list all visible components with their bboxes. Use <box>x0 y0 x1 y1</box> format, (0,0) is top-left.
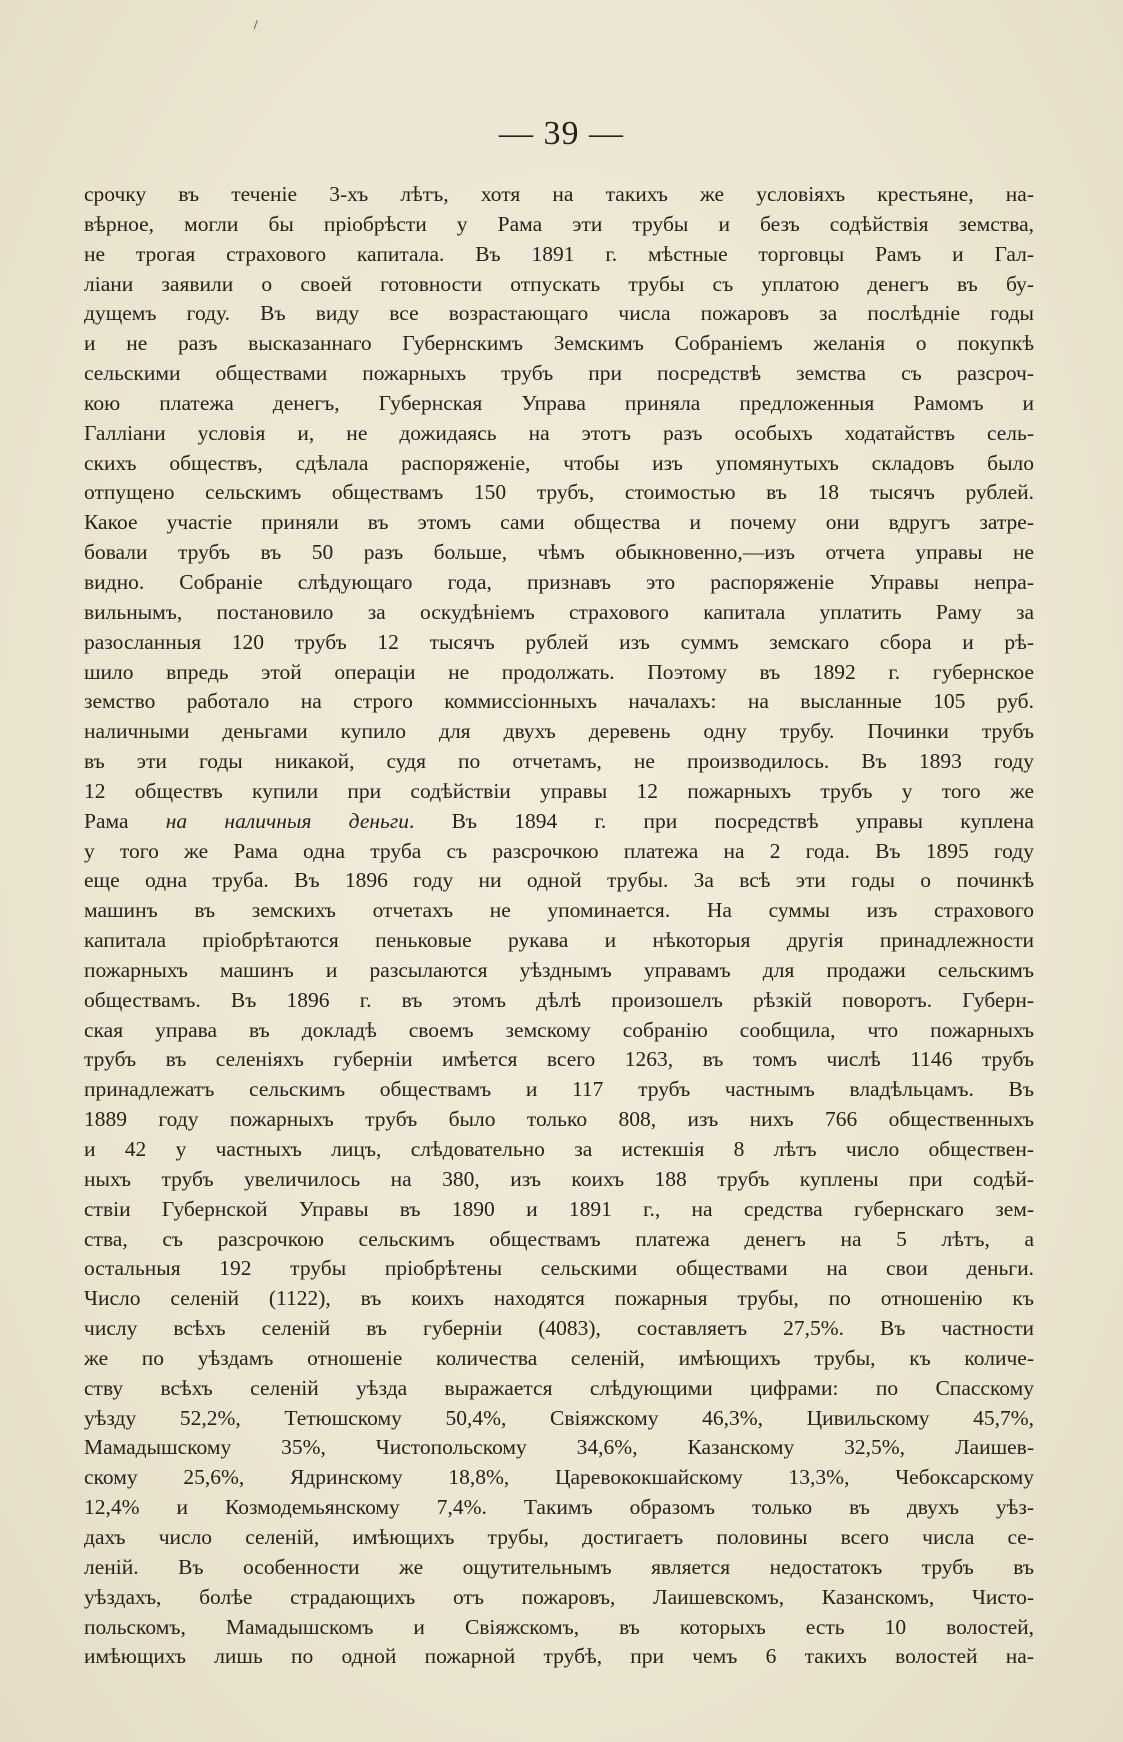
text-line: Число селеній (1122), въ коихъ находятся пожарныя трубы, по отношенію къ <box>84 1286 1034 1311</box>
text-line: срочку въ теченіе 3-хъ лѣтъ, хотя на такихъ же условіяхъ крестьяне, на- <box>84 182 1034 206</box>
text-line: еще одна труба. Въ 1896 году ни одной трубы. За всѣ эти годы о починкѣ <box>84 868 1034 893</box>
text-line: ству всѣхъ селеній уѣзда выражается слѣдующими цифрами: по Спасскому <box>84 1375 1034 1400</box>
text-line: Рама на наличныя деньги. Въ 1894 г. при посредствѣ управы куплена <box>84 808 1034 833</box>
text-line: ныхъ трубъ увеличилось на 380, изъ коихъ 188 трубъ куплены при содѣй- <box>84 1166 1034 1191</box>
text-line: имѣющихъ лишь по одной пожарной трубѣ, при чемъ 6 такихъ волостей на- <box>84 1644 1034 1669</box>
text-line: ства, съ разсрочкою сельскимъ обществамъ платежа денегъ на 5 лѣтъ, а <box>84 1226 1034 1251</box>
text-line: 12 обществъ купили при содѣйствіи управы 12 пожарныхъ трубъ у того же <box>84 778 1034 803</box>
text-line: сельскими обществами пожарныхъ трубъ при посредствѣ земства съ разсроч- <box>84 361 1034 386</box>
text-line: остальныя 192 трубы пріобрѣтены сельскими обществами на свои деньги. <box>84 1256 1034 1281</box>
text-line: въ эти годы никакой, судя по отчетамъ, не производилось. Въ 1893 году <box>84 749 1034 774</box>
text-line: не трогая страхового капитала. Въ 1891 г. мѣстные торговцы Рамъ и Гал- <box>84 241 1034 266</box>
text-line: кою платежа денегъ, Губернская Управа приняла предложенныя Рамомъ и <box>84 390 1034 415</box>
text-line: трубъ въ селеніяхъ губерніи имѣется всего 1263, въ томъ числѣ 1146 трубъ <box>84 1047 1034 1072</box>
body-text <box>84 180 1034 1672</box>
text-line: скихъ обществъ, сдѣлала распоряженіе, чтобы изъ упомянутыхъ складовъ было <box>84 450 1034 475</box>
text-line: ская управа въ докладѣ своемъ земскому собранію сообщила, что пожарныхъ <box>84 1017 1034 1042</box>
text-line: бовали трубъ въ 50 разъ больше, чѣмъ обыкновенно,—изъ отчета управы не <box>84 540 1034 565</box>
text-line: и не разъ высказаннаго Губернскимъ Земскимъ Собраніемъ желанія о покупкѣ <box>84 331 1034 356</box>
text-line: ліани заявили о своей готовности отпускать трубы съ уплатою денегъ въ бу- <box>84 271 1034 296</box>
text-line: же по уѣздамъ отношеніе количества селеній, имѣющихъ трубы, къ количе- <box>84 1345 1034 1370</box>
text-line: земство работало на строго коммиссіонныхъ началахъ: на высланные 105 руб. <box>84 689 1034 714</box>
text-line: у того же Рама одна труба съ разсрочкою платежа на 2 года. Въ 1895 году <box>84 838 1034 863</box>
text-line: наличными деньгами купило для двухъ деревень одну трубу. Починки трубъ <box>84 719 1034 744</box>
text-line: отпущено сельскимъ обществамъ 150 трубъ, стоимостью въ 18 тысячъ рублей. <box>84 480 1034 505</box>
page-number: — 39 — <box>499 115 624 152</box>
text-line: видно. Собраніе слѣдующаго года, признавъ это распоряженіе Управы непра- <box>84 569 1034 594</box>
text-line: Мамадышскому 35%, Чистопольскому 34,6%, Казанскому 32,5%, Лаишев- <box>84 1435 1034 1460</box>
text-line: леній. Въ особенности же ощутительнымъ является недостатокъ трубъ въ <box>84 1554 1034 1579</box>
text-line: дущемъ году. Въ виду все возрастающаго числа пожаровъ за послѣдніе годы <box>84 301 1034 326</box>
text-line: 1889 году пожарныхъ трубъ было только 808, изъ нихъ 766 общественныхъ <box>84 1107 1034 1132</box>
text-line: вильнымъ, постановило за оскудѣніемъ страхового капитала уплатить Раму за <box>84 599 1034 624</box>
text-line: машинъ въ земскихъ отчетахъ не упоминается. На суммы изъ страхового <box>84 898 1034 923</box>
text-line: 12,4% и Козмодемьянскому 7,4%. Такимъ образомъ только въ двухъ уѣз- <box>84 1495 1034 1520</box>
text-line: шило впредь этой операціи не продолжать. Поэтому въ 1892 г. губернское <box>84 659 1034 684</box>
text-line: дахъ число селеній, имѣющихъ трубы, достигаетъ половины всего числа се- <box>84 1524 1034 1549</box>
text-line: числу всѣхъ селеній въ губерніи (4083), составляетъ 27,5%. Въ частности <box>84 1316 1034 1341</box>
pencil-mark: ⸍ <box>248 16 267 41</box>
text-line: польскомъ, Мамадышскомъ и Свіяжскомъ, въ которыхъ есть 10 волостей, <box>84 1614 1034 1639</box>
text-line: разосланныя 120 трубъ 12 тысячъ рублей изъ суммъ земскаго сбора и рѣ- <box>84 629 1034 654</box>
text-line: и 42 у частныхъ лицъ, слѣдовательно за истекшія 8 лѣтъ число обществен- <box>84 1137 1034 1161</box>
text-line: пожарныхъ машинъ и разсылаются уѣзднымъ управамъ для продажи сельскимъ <box>84 957 1034 982</box>
text-line: вѣрное, могли бы пріобрѣсти у Рама эти трубы и безъ содѣйствія земства, <box>84 211 1034 236</box>
text-line: Какое участіе приняли въ этомъ сами общества и почему они вдругъ затре- <box>84 510 1034 535</box>
emphasis: на наличныя деньги <box>165 808 409 833</box>
text-line: скому 25,6%, Ядринскому 18,8%, Царевококшайскому 13,3%, Чебоксарскому <box>84 1465 1034 1490</box>
text-line: уѣздахъ, болѣе страдающихъ отъ пожаровъ, Лаишевскомъ, Казанскомъ, Чисто- <box>84 1584 1034 1609</box>
text-line: принадлежатъ сельскимъ обществамъ и 117 трубъ частнымъ владѣльцамъ. Въ <box>84 1077 1034 1102</box>
text-line: капитала пріобрѣтаются пеньковые рукава и нѣкоторыя другія принадлежности <box>84 928 1034 953</box>
text-line: ствіи Губернской Управы въ 1890 и 1891 г., на средства губернскаго зем- <box>84 1196 1034 1221</box>
text-line: обществамъ. Въ 1896 г. въ этомъ дѣлѣ произошелъ рѣзкій поворотъ. Губерн- <box>84 987 1034 1012</box>
text-line: Галліани условія и, не дожидаясь на этотъ разъ особыхъ ходатайствъ сель- <box>84 420 1034 445</box>
text-line: уѣзду 52,2%, Тетюшскому 50,4%, Свіяжскому 46,3%, Цивильскому 45,7%, <box>84 1405 1034 1430</box>
